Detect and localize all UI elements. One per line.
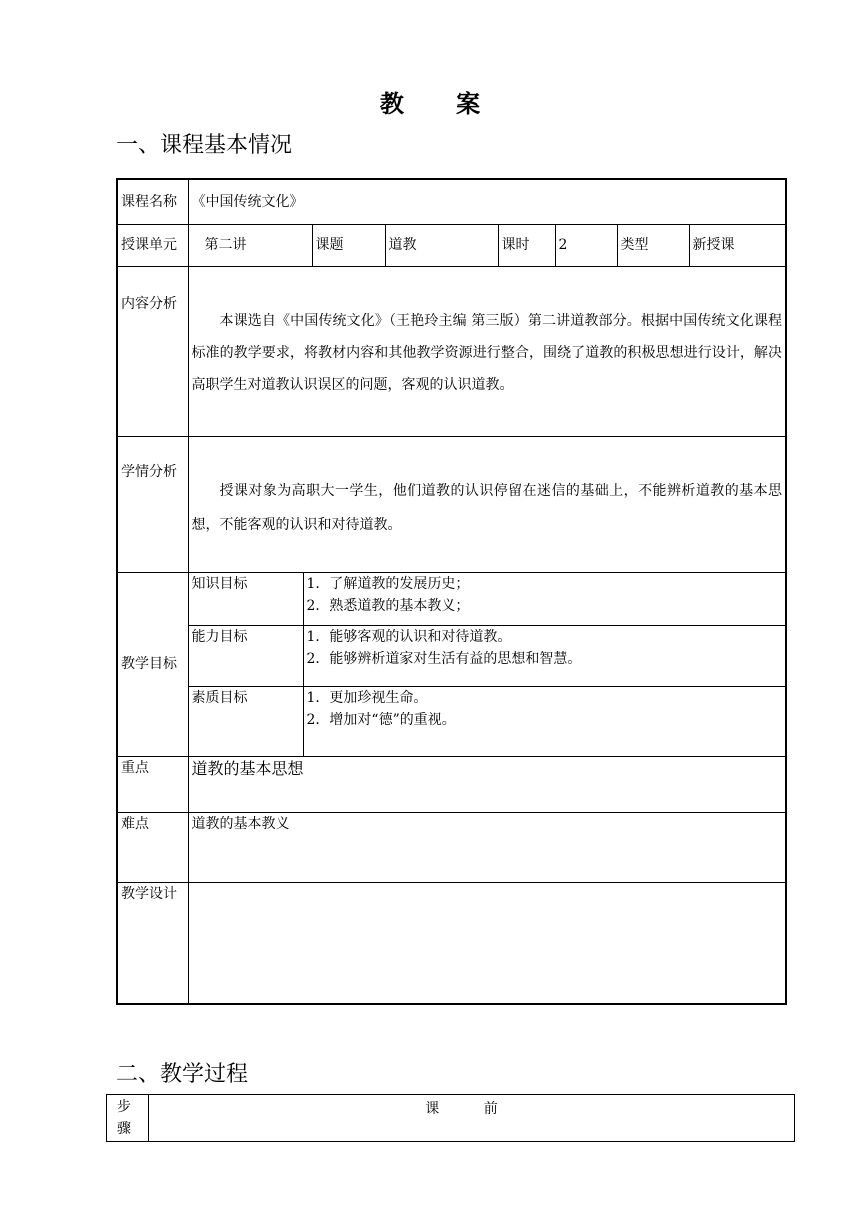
goal-item: 2．能够辨析道家对生活有益的思想和智慧。 (306, 650, 582, 667)
label-phase-before-class: 课 前 (149, 1095, 795, 1142)
section-heading-basic-info: 一、课程基本情况 (116, 133, 293, 158)
row-process-header (107, 1095, 795, 1142)
course-info-table (116, 178, 787, 1005)
row-goal-quality (117, 686, 786, 756)
row-key-point (117, 756, 786, 812)
value-hours: 2 (555, 224, 617, 266)
value-content-analysis: 本课选自《中国传统文化》（王艳玲主编 第三版）第二讲道教部分。根据中国传统文化课程标准的教学要求，将教材内容和其他教学资源进行整合，围绕了道教的积极思想进行设计，解决高职学生对道教认识误区的问题，客观的认识道教。 (188, 266, 786, 436)
goal-item: 1．能够客观的认识和对待道教。 (306, 628, 512, 645)
row-learner-analysis (117, 436, 786, 572)
label-step: 步骤 (107, 1095, 149, 1142)
label-unit: 授课单元 (117, 224, 188, 266)
goal-item: 2．增加对“德”的重视。 (306, 711, 456, 728)
value-teaching-design (188, 882, 786, 1004)
row-goal-ability (117, 625, 786, 686)
label-teaching-design: 教学设计 (117, 882, 188, 1004)
row-content-analysis (117, 266, 786, 436)
row-teaching-design (117, 882, 786, 1004)
label-difficult-point: 难点 (117, 812, 188, 882)
goal-label-knowledge: 知识目标 (188, 572, 303, 625)
teaching-process-table (106, 1094, 795, 1142)
document-title: 教 案 (379, 89, 503, 118)
row-difficult-point (117, 812, 786, 882)
goal-item: 1．了解道教的发展历史； (306, 575, 470, 592)
goal-items-ability (303, 625, 786, 686)
row-goal-knowledge (117, 572, 786, 625)
goal-items-quality (303, 686, 786, 756)
value-topic: 道教 (385, 224, 498, 266)
row-course-name (117, 179, 786, 224)
label-hours: 课时 (498, 224, 555, 266)
value-course-name: 《中国传统文化》 (188, 179, 786, 224)
label-learner-analysis: 学情分析 (117, 436, 188, 572)
goal-item: 1．更加珍视生命。 (306, 689, 428, 706)
value-difficult-point: 道教的基本教义 (188, 812, 786, 882)
value-key-point: 道教的基本思想 (188, 756, 786, 812)
value-learner-analysis: 授课对象为高职大一学生，他们道教的认识停留在迷信的基础上，不能辨析道教的基本思想，不能客观的认识和对待道教。 (188, 436, 786, 572)
row-unit (117, 224, 786, 266)
label-topic: 课题 (312, 224, 385, 266)
goal-label-ability: 能力目标 (188, 625, 303, 686)
goal-item: 2．熟悉道教的基本教义； (306, 597, 470, 614)
label-type: 类型 (617, 224, 689, 266)
goal-label-quality: 素质目标 (188, 686, 303, 756)
label-key-point: 重点 (117, 756, 188, 812)
label-content-analysis: 内容分析 (117, 266, 188, 436)
label-course-name: 课程名称 (117, 179, 188, 224)
section-heading-process: 二、教学过程 (116, 1062, 249, 1087)
value-unit: 第二讲 (188, 224, 312, 266)
label-teaching-goals: 教学目标 (117, 572, 188, 756)
value-type: 新授课 (689, 224, 786, 266)
goal-items-knowledge (303, 572, 786, 625)
